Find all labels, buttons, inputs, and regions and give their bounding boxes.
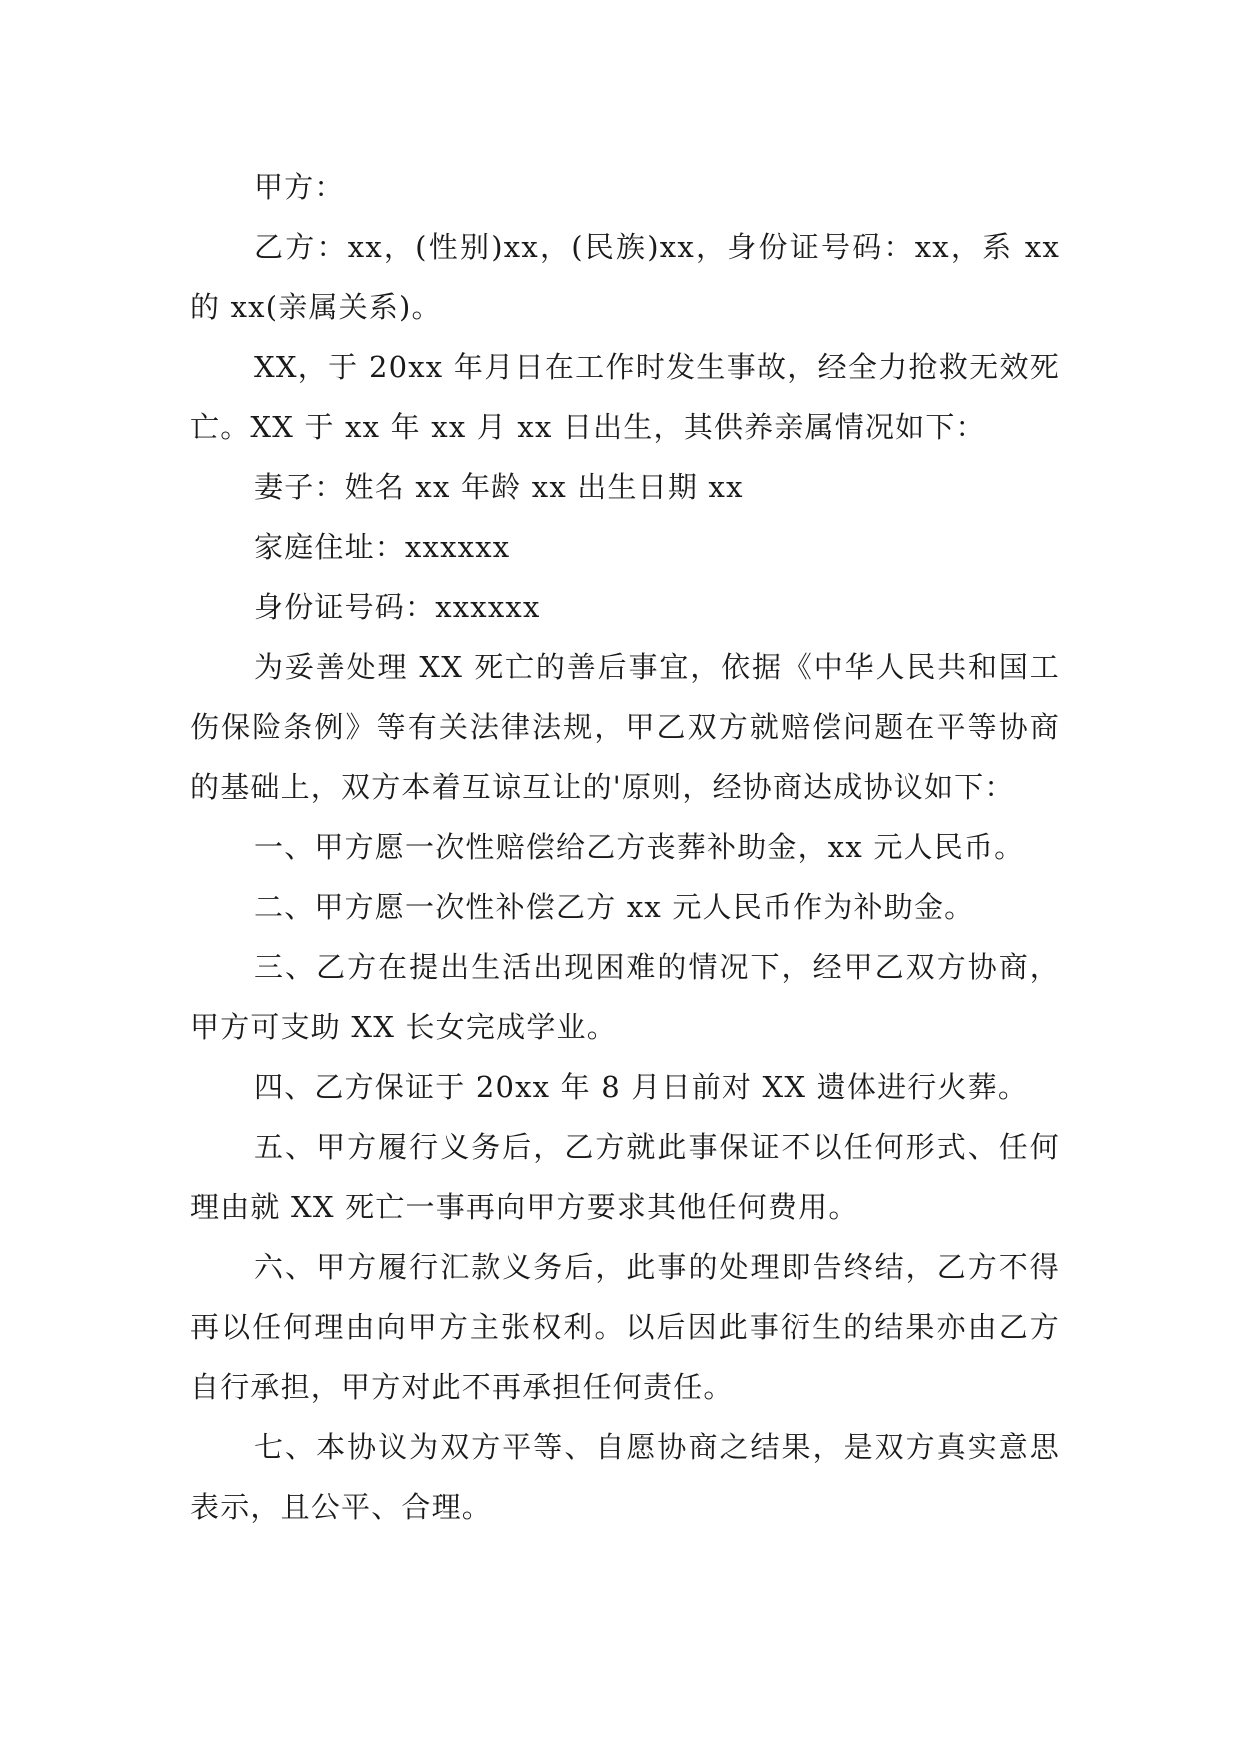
clause-2: 二、甲方愿一次性补偿乙方 xx 元人民币作为补助金。 — [254, 890, 975, 924]
party-a-line: 甲方： — [254, 170, 345, 204]
clause-5: 五、甲方履行义务后，乙方就此事保证不以任何形式、任何理由就 XX 死亡一事再向甲方要求其他任何费用。 — [190, 1130, 1060, 1224]
home-address: 家庭住址：xxxxxx — [254, 530, 511, 564]
id-number: 身份证号码：xxxxxx — [254, 590, 541, 624]
document-page — [190, 157, 1060, 1537]
spouse-info: 妻子：姓名 xx 年龄 xx 出生日期 xx — [254, 470, 744, 504]
clause-3: 三、乙方在提出生活出现困难的情况下，经甲乙双方协商，甲方可支助 XX 长女完成学业。 — [190, 950, 1060, 1044]
agreement-intro: 为妥善处理 XX 死亡的善后事宜，依据《中华人民共和国工伤保险条例》等有关法律法规，甲乙双方就赔偿问题在平等协商的基础上，双方本着互谅互让的'原则，经协商达成协议如下： — [190, 650, 1060, 804]
clause-7: 七、本协议为双方平等、自愿协商之结果，是双方真实意思表示，且公平、合理。 — [190, 1430, 1060, 1524]
party-b-line: 乙方：xx，(性别)xx，(民族)xx，身份证号码：xx，系 xx 的 xx(亲属关系)。 — [190, 230, 1060, 324]
clause-6: 六、甲方履行汇款义务后，此事的处理即告终结，乙方不得再以任何理由向甲方主张权利。以后因此事衍生的结果亦由乙方自行承担，甲方对此不再承担任何责任。 — [190, 1250, 1060, 1404]
clause-1: 一、甲方愿一次性赔偿给乙方丧葬补助金，xx 元人民币。 — [254, 830, 1025, 864]
incident-paragraph: XX，于 20xx 年月日在工作时发生事故，经全力抢救无效死亡。XX 于 xx 年 xx 月 xx 日出生，其供养亲属情况如下： — [190, 350, 1060, 444]
clause-4: 四、乙方保证于 20xx 年 8 月日前对 XX 遗体进行火葬。 — [254, 1070, 1029, 1104]
